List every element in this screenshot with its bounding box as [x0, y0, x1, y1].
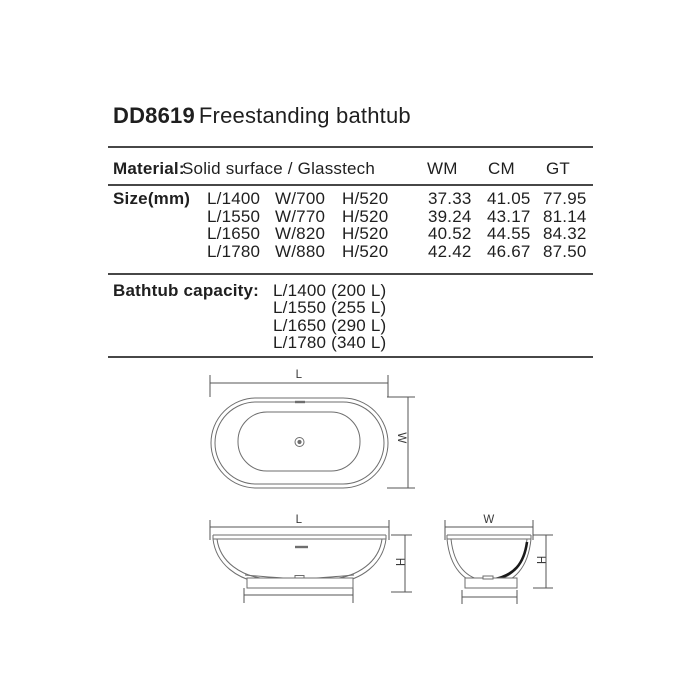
front-view-drawing — [195, 512, 425, 607]
shading — [493, 542, 527, 580]
dim-label-length: L — [295, 369, 303, 381]
dim-label-width: W — [395, 432, 407, 444]
top-view-outline — [211, 398, 388, 488]
weight-cm: 46.67 — [487, 242, 531, 261]
weight-cm: 41.05 — [487, 189, 531, 208]
front-view-dimension-lines — [210, 520, 412, 603]
size-height: H/520 — [342, 207, 389, 226]
size-width: W/770 — [275, 207, 326, 226]
plinth — [247, 578, 353, 588]
top-view-drawing — [195, 368, 425, 498]
front-view-outline — [213, 535, 386, 588]
weight-gt: 77.95 — [543, 189, 587, 208]
weight-wm: 42.42 — [428, 242, 472, 261]
column-header-gt: GT — [546, 159, 571, 178]
weight-cm: 43.17 — [487, 207, 531, 226]
model-code: DD8619 — [113, 103, 195, 128]
drain-fitting — [483, 576, 493, 579]
material-value: Solid surface / Glasstech — [182, 159, 376, 178]
size-length: L/1550 — [207, 207, 261, 226]
weight-gt: 87.50 — [543, 242, 587, 261]
dim-label-height: H — [393, 557, 405, 567]
size-label: Size(mm) — [113, 189, 191, 208]
divider-2 — [108, 184, 593, 186]
size-width: W/880 — [275, 242, 326, 261]
divider-4 — [108, 356, 593, 358]
dim-label-length: L — [295, 514, 303, 526]
dim-label-height: H — [534, 555, 546, 565]
column-header-cm: CM — [488, 159, 515, 178]
weight-gt: 81.14 — [543, 207, 587, 226]
capacity-item: L/1550 (255 L) — [273, 298, 387, 317]
size-height: H/520 — [342, 224, 389, 243]
size-height: H/520 — [342, 242, 389, 261]
material-label: Material: — [113, 159, 185, 178]
side-view-outline — [447, 535, 531, 588]
weight-gt: 84.32 — [543, 224, 587, 243]
capacity-label: Bathtub capacity: — [113, 281, 260, 300]
weight-wm: 37.33 — [428, 189, 472, 208]
product-name: Freestanding bathtub — [198, 103, 411, 128]
divider-3 — [108, 273, 593, 275]
size-width: W/700 — [275, 189, 326, 208]
page-title — [113, 103, 411, 129]
weight-wm: 39.24 — [428, 207, 472, 226]
size-length: L/1650 — [207, 224, 261, 243]
column-header-wm: WM — [427, 159, 458, 178]
size-width: W/820 — [275, 224, 326, 243]
size-height: H/520 — [342, 189, 389, 208]
capacity-item: L/1780 (340 L) — [273, 333, 387, 352]
side-view-drawing — [435, 512, 565, 607]
size-length: L/1400 — [207, 189, 261, 208]
divider-1 — [108, 146, 593, 148]
capacity-item: L/1400 (200 L) — [273, 281, 387, 300]
size-length: L/1780 — [207, 242, 261, 261]
dim-label-width: W — [483, 514, 495, 526]
weight-wm: 40.52 — [428, 224, 472, 243]
weight-cm: 44.55 — [487, 224, 531, 243]
capacity-item: L/1650 (290 L) — [273, 316, 387, 335]
